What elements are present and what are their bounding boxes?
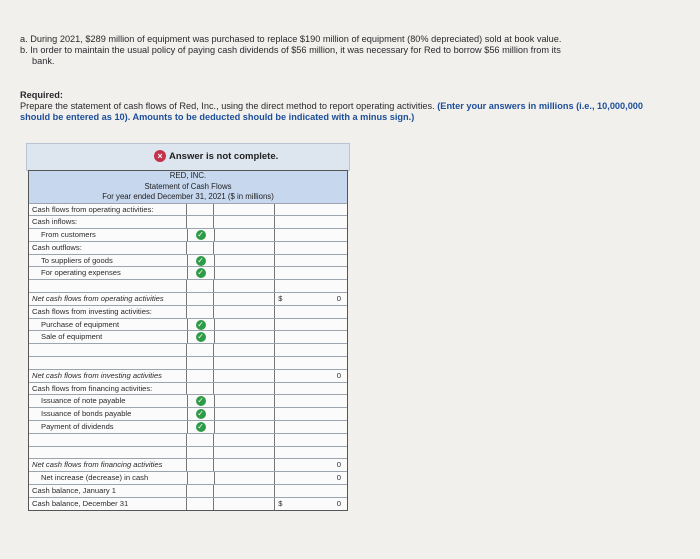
check-icon: ✓ [197,409,204,419]
amount-input[interactable] [288,229,347,241]
answer-status-text: Answer is not complete. [169,150,279,162]
cash-flow-statement [28,170,348,511]
table-row [29,318,347,331]
amount-input[interactable] [215,395,276,407]
problem-notes [20,34,660,67]
table-row [29,305,347,318]
row-label[interactable]: For operating expenses [29,267,188,279]
table-row [29,420,347,433]
blank-row [29,446,347,459]
company-name: RED, INC. [169,171,207,180]
net-increase-value: 0 [336,473,341,483]
row-label: Cash flows from financing activities: [29,383,187,395]
row-label: Cash inflows: [29,216,187,228]
amount-input[interactable] [215,255,276,267]
amount-input[interactable] [288,242,347,254]
check-icon: ✓ [197,268,204,278]
dollar-sign: $ [278,294,283,304]
blank-row [29,279,347,292]
table-row [29,254,347,267]
table-row [29,330,347,343]
net-financing-value: 0 [336,460,341,470]
amount-input[interactable] [288,421,347,433]
amount-input[interactable] [215,331,276,343]
table-row [29,407,347,420]
table-row [29,497,347,510]
note-b-cont: bank. [32,56,55,66]
statement-name: Statement of Cash Flows [144,181,232,191]
check-icon: ✓ [197,229,204,239]
check-icon: ✓ [197,319,204,329]
amount-input[interactable] [288,255,347,267]
table-row [29,203,347,216]
cash-end-value: 0 [336,498,341,508]
row-label: Cash flows from operating activities: [29,204,187,216]
amount-input[interactable] [214,204,275,216]
amount-input[interactable] [288,485,347,497]
table-row [29,228,347,241]
table-row [29,241,347,254]
table-row [29,484,347,497]
amount-input[interactable] [288,204,347,216]
blank-row [29,356,347,369]
amount-input[interactable] [288,408,347,420]
amount-input[interactable] [215,421,276,433]
amount-input[interactable] [288,306,347,318]
table-row [29,382,347,395]
required-text: Prepare the statement of cash flows of Red, Inc., using the direct method to report operating activities. (Enter your answers in millions (i.e., 10,000,000 should be entered as 10). Amounts to be deducted should be indicated with a minus sign.) [20,101,644,122]
table-row [29,266,347,279]
error-x-icon: × [154,150,166,162]
answer-status [154,150,278,162]
amount-input[interactable] [215,229,276,241]
amount-input[interactable] [288,395,347,407]
row-label: Net increase (decrease) in cash [29,472,188,484]
amount-input[interactable] [215,267,276,279]
check-icon: ✓ [197,332,204,342]
blank-row [29,433,347,446]
table-row [29,215,347,228]
row-label: Net cash flows from operating activities [29,293,187,305]
amount-input[interactable] [215,408,276,420]
requirement [20,90,660,123]
row-label[interactable]: Issuance of note payable [29,395,188,407]
statement-header [29,171,347,203]
blank-row [29,343,347,356]
amount-input[interactable] [214,216,275,228]
row-label[interactable]: From customers [29,229,188,241]
table-row [29,471,347,484]
amount-input[interactable] [214,383,275,395]
amount-input[interactable] [214,306,275,318]
amount-input[interactable] [288,383,347,395]
amount-input[interactable] [288,319,347,331]
row-label[interactable]: Sale of equipment [29,331,188,343]
row-label: Cash balance, December 31 [29,498,187,510]
amount-input[interactable] [288,267,347,279]
check-icon: ✓ [197,255,204,265]
check-icon: ✓ [197,396,204,406]
note-b: b. In order to maintain the usual policy of paying cash dividends of $56 million, it was necessary for Red to borrow $56 million from its [20,45,561,55]
amount-input[interactable] [288,216,347,228]
check-icon: ✓ [197,421,204,431]
row-label: Net cash flows from financing activities [29,459,187,471]
amount-input[interactable] [214,242,275,254]
table-row [29,458,347,471]
row-label[interactable]: Payment of dividends [29,421,188,433]
row-label[interactable]: To suppliers of goods [29,255,188,267]
row-label[interactable]: Purchase of equipment [29,319,188,331]
answer-status-panel [26,143,350,171]
row-label: Cash flows from investing activities: [29,306,187,318]
amount-input[interactable] [215,319,276,331]
amount-input[interactable] [288,331,347,343]
row-label: Net cash flows from investing activities [29,370,187,382]
statement-period: For year ended December 31, 2021 ($ in millions) [102,192,274,201]
table-row [29,394,347,407]
table-row [29,369,347,382]
row-label: Cash outflows: [29,242,187,254]
required-title: Required: [20,90,63,100]
note-a: a. During 2021, $289 million of equipment was purchased to replace $190 million of equipment (80% depreciated) sold at book value. [20,34,562,44]
row-label[interactable]: Issuance of bonds payable [29,408,188,420]
net-investing-value: 0 [336,370,341,380]
table-row [29,292,347,305]
net-operating-value: 0 [336,294,341,304]
required-instruction: (Enter your answers in millions (i.e., 10,000,000 should be entered as 10). Amounts to be deducted should be indicated with a minus sign.) [20,101,644,122]
dollar-sign: $ [278,498,283,508]
row-label: Cash balance, January 1 [29,485,187,497]
